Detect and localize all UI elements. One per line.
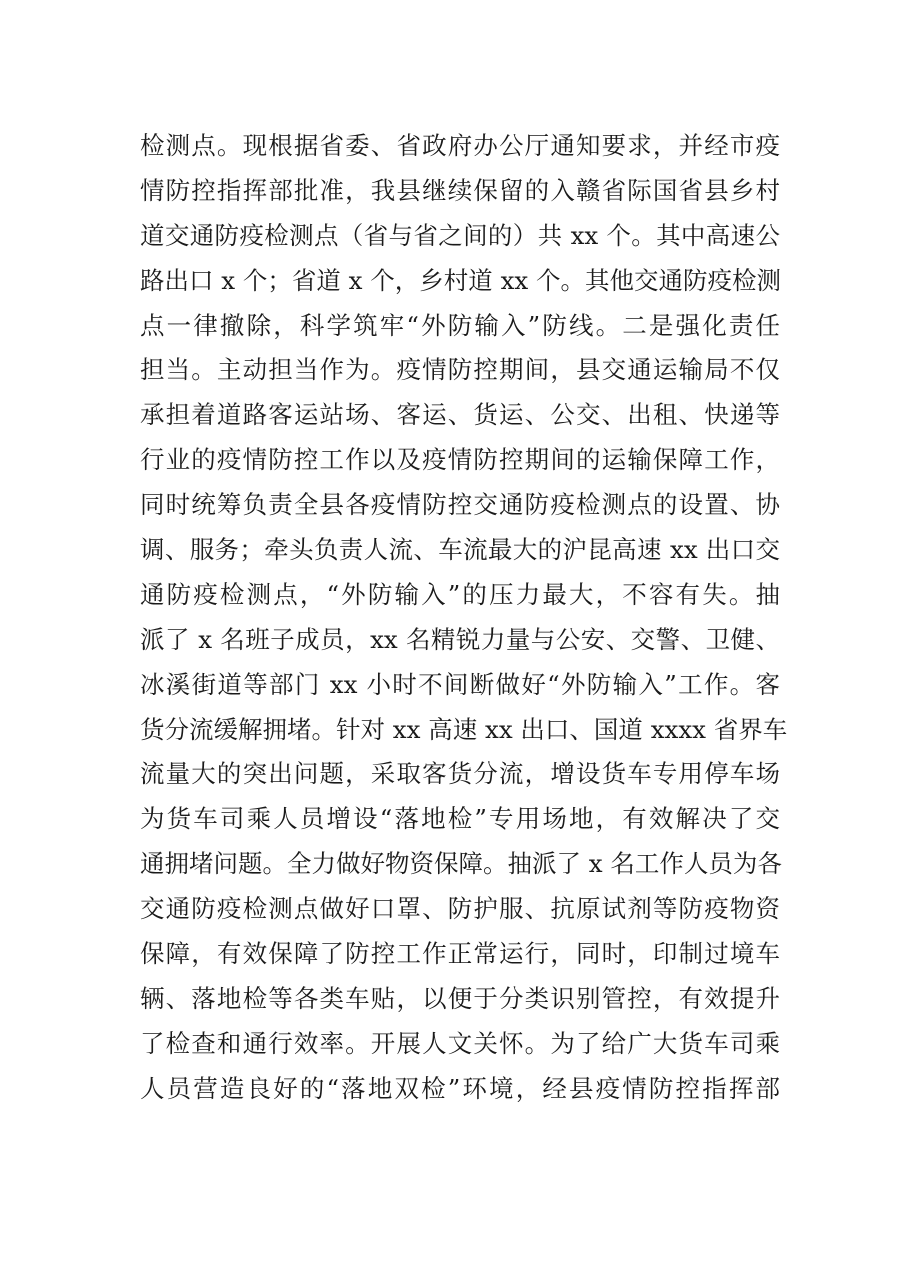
text-line: 路出口 x 个；省道 x 个，乡村道 xx 个。其他交通防疫检测	[140, 265, 781, 295]
text-line: 冰溪街道等部门 xx 小时不间断做好“外防输入”工作。客	[140, 669, 780, 699]
text-line: 承担着道路客运站场、客运、货运、公交、出租、快递等	[140, 400, 780, 430]
text-line: 了检查和通行效率。开展人文关怀。为了给广大货车司乘	[140, 1028, 780, 1058]
text-line: 流量大的突出问题，采取客货分流，增设货车专用停车场	[140, 759, 780, 789]
text-line: 交通防疫检测点做好口罩、防护服、抗原试剂等防疫物资	[140, 894, 780, 924]
text-line: 派了 x 名班子成员，xx 名精锐力量与公安、交警、卫健、	[140, 624, 780, 654]
text-line: 行业的疫情防控工作以及疫情防控期间的运输保障工作，	[140, 445, 780, 475]
body-text	[140, 124, 788, 1112]
text-line: 调、服务；牵头负责人流、车流最大的沪昆高速 xx 出口交	[140, 535, 780, 565]
text-line: 通防疫检测点，“外防输入”的压力最大，不容有失。抽	[140, 579, 780, 609]
text-line: 保障，有效保障了防控工作正常运行，同时，印制过境车	[140, 939, 780, 969]
text-line: 同时统筹负责全县各疫情防控交通防疫检测点的设置、协	[140, 490, 780, 520]
text-line: 货分流缓解拥堵。针对 xx 高速 xx 出口、国道 xxxx 省界车	[140, 714, 788, 744]
text-line: 辆、落地检等各类车贴，以便于分类识别管控，有效提升	[140, 983, 780, 1013]
text-line: 检测点。现根据省委、省政府办公厅通知要求，并经市疫	[140, 131, 780, 160]
text-line: 通拥堵问题。全力做好物资保障。抽派了 x 名工作人员为各	[140, 849, 782, 879]
text-line: 情防控指挥部批准，我县继续保留的入赣省际国省县乡村	[140, 175, 780, 205]
text-line: 人员营造良好的“落地双检”环境，经县疫情防控指挥部	[140, 1073, 780, 1103]
text-line: 点一律撤除，科学筑牢“外防输入”防线。二是强化责任	[140, 310, 780, 340]
text-line: 道交通防疫检测点（省与省之间的）共 xx 个。其中高速公	[140, 220, 780, 250]
text-line: 担当。主动担当作为。疫情防控期间，县交通运输局不仅	[140, 355, 780, 385]
text-line: 为货车司乘人员增设“落地检”专用场地，有效解决了交	[140, 804, 780, 834]
